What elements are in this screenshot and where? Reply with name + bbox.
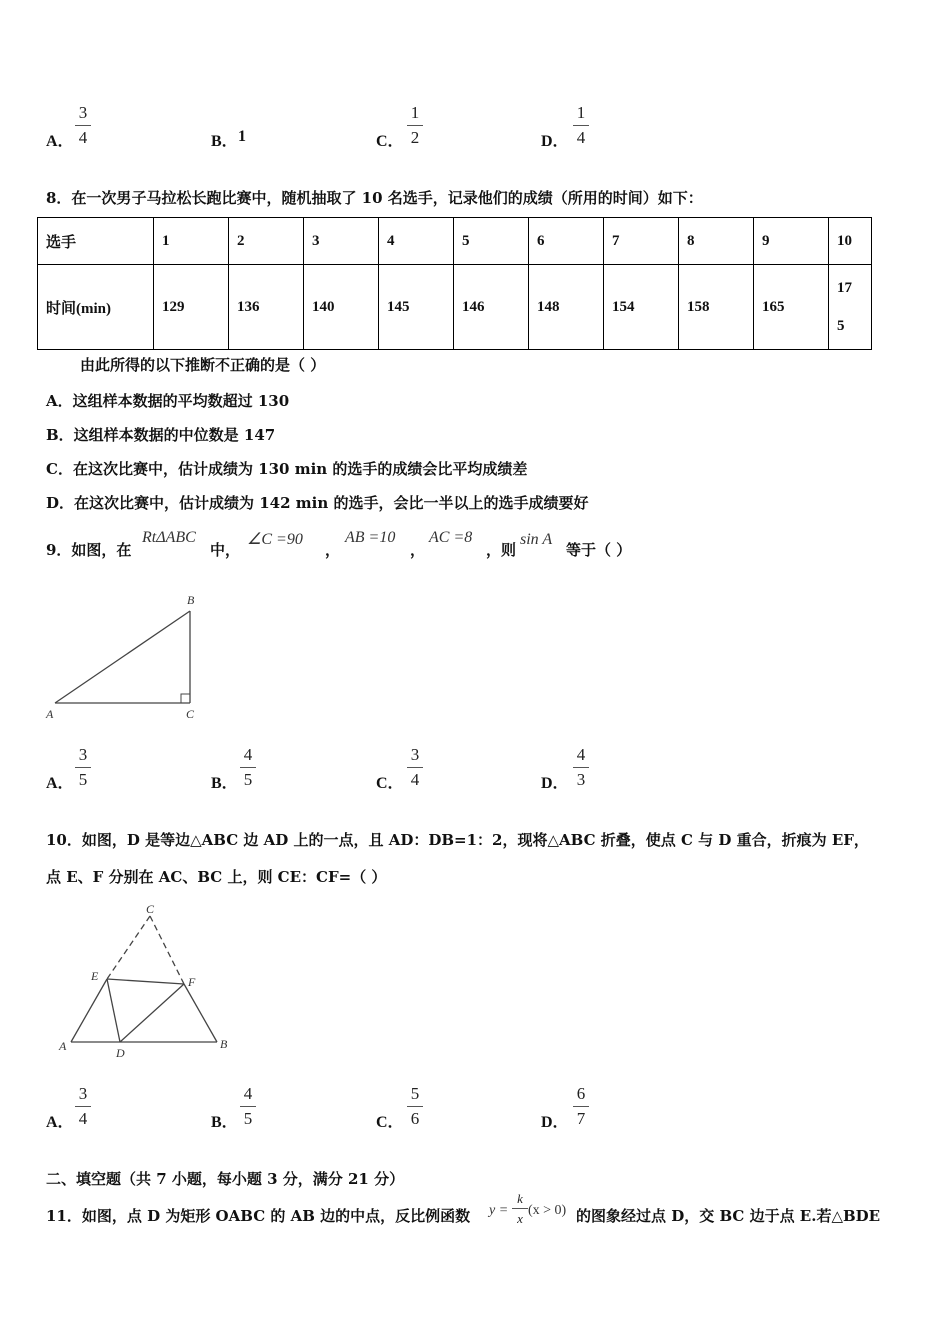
q9-ac: AC =8 — [429, 529, 473, 546]
table-cell: 6 — [529, 218, 604, 265]
table-cell: 136 — [229, 265, 304, 350]
label-e: E — [91, 969, 99, 983]
table-cell: 154 — [604, 265, 679, 350]
wrapped-digits-bottom: 5 — [837, 318, 845, 334]
q11-suffix: 的图象经过点 D，交 BC 边于点 E.若△BDE — [576, 1207, 881, 1225]
fraction-numerator: k — [517, 1191, 523, 1206]
table-cell: 146 — [454, 265, 529, 350]
table-header-cell: 选手 — [38, 218, 154, 265]
q9-option-a-letter: A． — [46, 775, 74, 792]
fraction-denominator: 5 — [243, 770, 253, 789]
q8-option-d: D．在这次比赛中，估计成绩为 142 min 的选手，会比一半以上的选手成绩要好 — [46, 494, 589, 512]
fraction-denominator: 5 — [78, 770, 88, 789]
q11-y: y = — [489, 1203, 509, 1218]
q9-option-b-letter: B． — [211, 775, 238, 792]
table-cell: 129 — [154, 265, 229, 350]
q9-ab: AB =10 — [345, 529, 396, 546]
table-cell: 3 — [304, 218, 379, 265]
q9-option-d-fraction — [573, 745, 589, 790]
table-header-cell: 时间(min) — [38, 265, 154, 350]
fraction-denominator: 4 — [78, 128, 88, 147]
q10-option-b-fraction — [240, 1084, 256, 1129]
table-cell: 4 — [379, 218, 454, 265]
q7-option-b-letter: B． — [211, 133, 238, 150]
right-angle-mark — [181, 694, 190, 703]
q10-option-d-fraction — [573, 1084, 589, 1129]
q9-suffix: 等于（ ） — [566, 541, 632, 559]
q9-option-c-letter: C． — [376, 775, 404, 792]
q11-prefix: 11．如图，点 D 为矩形 OABC 的 AB 边的中点，反比例函数 — [46, 1207, 471, 1225]
q10-option-c-letter: C． — [376, 1114, 404, 1131]
q7-option-a-letter: A． — [46, 133, 74, 150]
table-cell: 148 — [529, 265, 604, 350]
q7-option-d-letter: D． — [541, 133, 569, 150]
q7-option-b-value: 1 — [238, 128, 246, 145]
table-cell: 9 — [754, 218, 829, 265]
q10-stem-line2: 点 E、F 分别在 AC、BC 上，则 CE：CF=（ ） — [46, 868, 387, 886]
table-cell: 1 — [154, 218, 229, 265]
q9-right-triangle-figure — [40, 588, 220, 728]
q9-sina: sin A — [520, 531, 553, 548]
fraction-denominator: 4 — [78, 1109, 88, 1128]
q9-option-b-fraction — [240, 745, 256, 790]
fraction-denominator: 3 — [576, 770, 586, 789]
hypotenuse-ab — [55, 611, 190, 703]
fraction-denominator: 4 — [576, 128, 586, 147]
segment-ed — [107, 979, 120, 1042]
q9-angle: ∠C =90 — [247, 531, 303, 548]
fraction-denominator: 2 — [410, 128, 420, 147]
label-f: F — [188, 975, 196, 989]
table-row — [38, 218, 872, 265]
label-b: B — [220, 1037, 228, 1051]
table-cell: 7 — [604, 218, 679, 265]
fraction-numerator: 3 — [78, 1084, 88, 1103]
q7-option-c-fraction — [407, 103, 423, 148]
label-c: C — [146, 902, 155, 916]
q7-option-a-fraction — [75, 103, 91, 148]
fraction-numerator: 5 — [410, 1084, 420, 1103]
q7-option-d-fraction — [573, 103, 589, 148]
table-cell-wrapped — [829, 265, 872, 350]
fraction-denominator: 7 — [576, 1109, 586, 1128]
side-ea — [71, 979, 107, 1042]
fraction-numerator: 1 — [576, 103, 586, 122]
q9-triangle: RtΔABC — [142, 529, 196, 546]
section-title-fill-in: 二、填空题（共 7 小题，每小题 3 分，满分 21 分） — [46, 1170, 405, 1188]
fraction-numerator: 4 — [576, 745, 586, 764]
dashed-ce — [107, 916, 150, 979]
q8-stem: 8．在一次男子马拉松长跑比赛中，随机抽取了 10 名选手，记录他们的成绩（所用的时间）如下： — [46, 189, 703, 207]
fraction-denominator: 5 — [243, 1109, 253, 1128]
fraction-numerator: 4 — [243, 1084, 253, 1103]
q9-text: ，则 — [486, 541, 517, 559]
q9-text: 中， — [210, 541, 241, 559]
q9-prefix: 9．如图，在 — [46, 541, 132, 559]
label-c: C — [186, 707, 195, 721]
table-cell: 158 — [679, 265, 754, 350]
table-cell: 5 — [454, 218, 529, 265]
q8-option-b: B．这组样本数据的中位数是 147 — [46, 426, 276, 444]
wrapped-digits-top: 17 — [837, 280, 852, 296]
label-d: D — [116, 1046, 125, 1060]
q11-domain: (x > 0) — [528, 1203, 567, 1218]
q9-option-d-letter: D． — [541, 775, 569, 792]
fraction-numerator: 3 — [410, 745, 420, 764]
q10-stem-line1: 10．如图，D 是等边△ABC 边 AD 上的一点，且 AD：DB=1：2，现将△ABC 折叠，使点 C 与 D 重合，折痕为 EF， — [46, 831, 869, 849]
segment-fd — [120, 984, 184, 1042]
table-cell: 145 — [379, 265, 454, 350]
label-b: B — [187, 593, 195, 607]
label-a: A — [46, 707, 54, 721]
table-cell: 2 — [229, 218, 304, 265]
q10-option-c-fraction — [407, 1084, 423, 1129]
q9-text: ， — [410, 541, 426, 559]
table-row — [38, 265, 872, 350]
q10-option-a-fraction — [75, 1084, 91, 1129]
q10-option-d-letter: D． — [541, 1114, 569, 1131]
fraction-denominator: x — [517, 1211, 523, 1226]
q8-data-table — [37, 217, 872, 350]
q9-text: ， — [325, 541, 341, 559]
q10-option-a-letter: A． — [46, 1114, 74, 1131]
q9-option-c-fraction — [407, 745, 423, 790]
q7-option-c-letter: C． — [376, 133, 404, 150]
q8-option-c: C．在这次比赛中，估计成绩为 130 min 的选手的成绩会比平均成绩差 — [46, 460, 528, 478]
q10-folded-triangle-figure — [50, 900, 240, 1065]
q11-k-over-x — [512, 1191, 528, 1226]
fraction-denominator: 4 — [410, 770, 420, 789]
table-cell: 10 — [829, 218, 872, 265]
fraction-numerator: 6 — [576, 1084, 586, 1103]
label-a: A — [59, 1039, 67, 1053]
table-cell: 165 — [754, 265, 829, 350]
side-fb — [184, 984, 217, 1042]
table-cell: 140 — [304, 265, 379, 350]
fraction-numerator: 1 — [410, 103, 420, 122]
q8-option-a: A．这组样本数据的平均数超过 130 — [46, 392, 290, 410]
fraction-numerator: 3 — [78, 103, 88, 122]
fold-ef — [107, 979, 184, 984]
dashed-cf — [150, 916, 184, 984]
q10-option-b-letter: B． — [211, 1114, 238, 1131]
fraction-denominator: 6 — [410, 1109, 420, 1128]
q8-question: 由此所得的以下推断不正确的是（ ） — [80, 356, 326, 374]
fraction-numerator: 3 — [78, 745, 88, 764]
fraction-numerator: 4 — [243, 745, 253, 764]
q9-option-a-fraction — [75, 745, 91, 790]
table-cell: 8 — [679, 218, 754, 265]
